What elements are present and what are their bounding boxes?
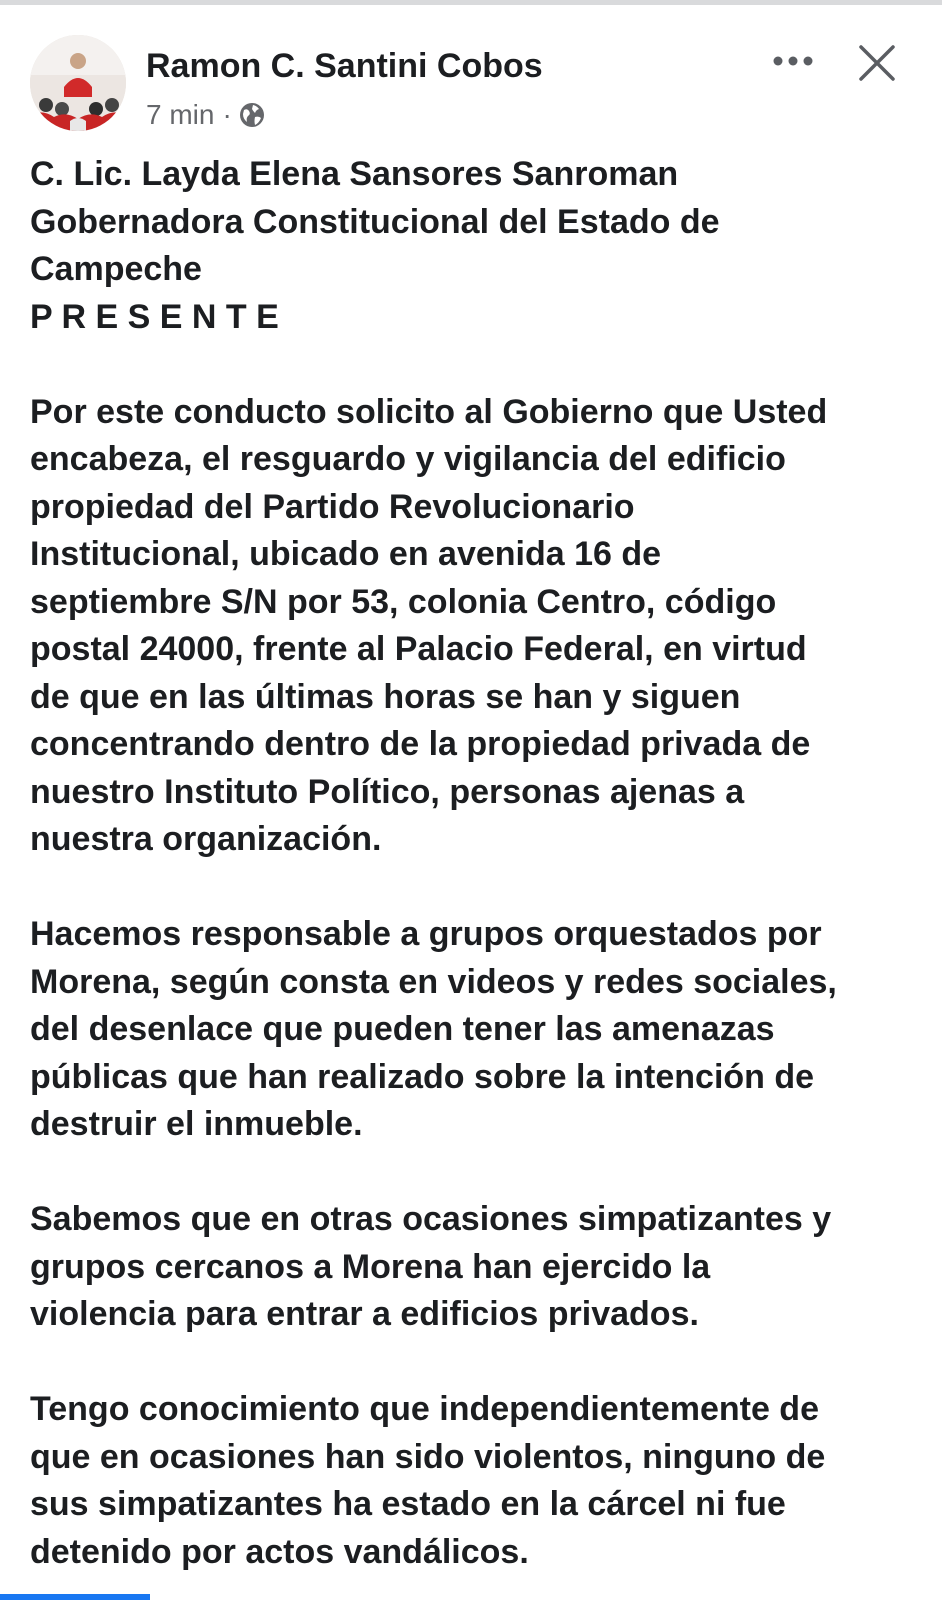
more-options-icon [771, 55, 815, 67]
text-line: de que en las últimas horas se han y siguen [30, 677, 741, 716]
text-line: nuestra organización. [30, 820, 382, 858]
text-line: Hacemos responsable a grupos orquestados por [30, 915, 822, 953]
post-time[interactable]: 7 min [146, 99, 215, 130]
text-line: públicas que han realizado sobre la intención de [30, 1057, 815, 1096]
text-line: Tengo conocimiento que independientemente de [30, 1390, 819, 1428]
paragraph-gap [30, 1339, 920, 1387]
paragraph-gap [30, 341, 920, 389]
text-line: Sabemos que en otras ocasiones simpatizantes y [30, 1200, 832, 1238]
post-text [30, 151, 920, 1576]
text-line: del desenlace que pueden tener las amenazas [30, 1010, 775, 1048]
paragraph-responsibility [30, 911, 920, 1149]
author-name[interactable]: Ramon C. Santini Cobos [146, 47, 543, 85]
avatar-image [30, 35, 126, 131]
paragraph-knowledge [30, 1386, 920, 1576]
meta-separator: · [222, 99, 232, 130]
text-line: violencia para entrar a edificios privados. [30, 1295, 699, 1333]
paragraph-precedent [30, 1196, 920, 1339]
text-line: Institucional, ubicado en avenida 16 de [30, 535, 662, 573]
text-line: detenido por actos vandálicos. [30, 1532, 529, 1571]
paragraph-gap [30, 1149, 920, 1197]
paragraph-gap [30, 864, 920, 912]
text-line: destruir el inmueble. [30, 1105, 363, 1143]
text-line: P R E S E N T E [30, 297, 279, 336]
text-line: Campeche [30, 250, 202, 288]
text-line: encabeza, el resguardo y vigilancia del edificio [30, 440, 786, 478]
avatar[interactable] [30, 35, 126, 131]
text-line: que en ocasiones han sido violentos, ninguno de [30, 1437, 826, 1476]
text-line: septiembre S/N por 53, colonia Centro, código [30, 582, 777, 621]
text-line: Por este conducto solicito al Gobierno que Usted [30, 392, 828, 431]
scroll-indicator [0, 1594, 150, 1600]
text-line: Gobernadora Constitucional del Estado de [30, 202, 720, 241]
text-line: postal 24000, frente al Palacio Federal, en virtud [30, 630, 807, 668]
paragraph-request [30, 389, 920, 864]
text-line: C. Lic. Layda Elena Sansores Sanroman [30, 155, 679, 193]
close-icon [857, 43, 897, 83]
post-header [0, 5, 942, 145]
more-options-button[interactable] [768, 43, 818, 79]
close-button[interactable] [852, 38, 902, 88]
post-meta [146, 97, 266, 133]
paragraph-salutation [30, 151, 920, 341]
text-line: nuestro Instituto Político, personas ajenas a [30, 772, 745, 811]
globe-icon[interactable] [238, 101, 266, 129]
text-line: propiedad del Partido Revolucionario [30, 487, 635, 526]
text-line: sus simpatizantes ha estado en la cárcel ni fue [30, 1485, 786, 1523]
text-line: grupos cercanos a Morena han ejercido la [30, 1247, 711, 1286]
text-line: Morena, según consta en videos y redes sociales, [30, 962, 837, 1001]
text-line: concentrando dentro de la propiedad privada de [30, 725, 811, 763]
